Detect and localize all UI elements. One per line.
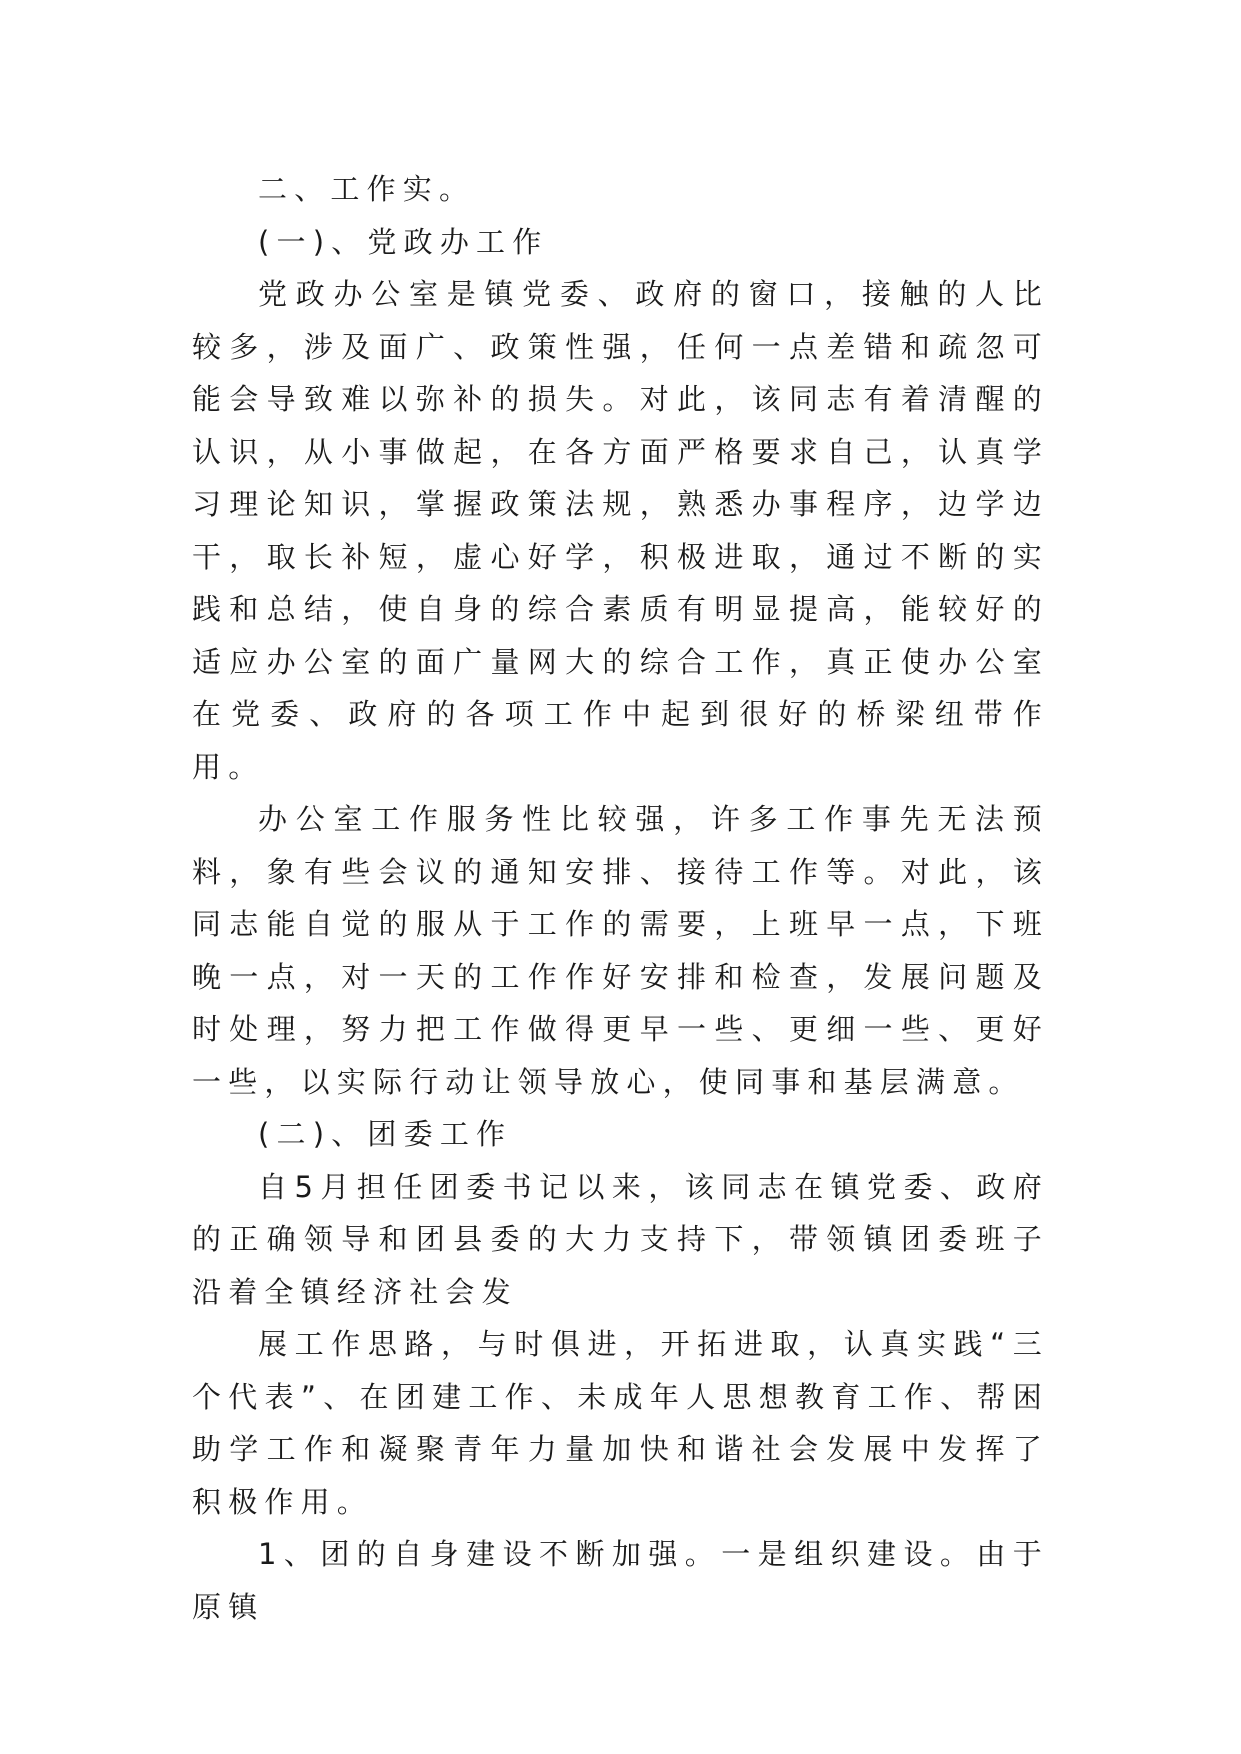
body-paragraph: 展工作思路，与时俱进，开拓进取，认真实践“三个代表”、在团建工作、未成年人思想教育工作、帮困助学工作和凝聚青年力量加快和谐社会发展中发挥了积极作用。	[192, 1327, 1049, 1519]
body-paragraph: 办公室工作服务性比较强，许多工作事先无法预料，象有些会议的通知安排、接待工作等。对此，该同志能自觉的服从于工作的需要，上班早一点，下班晚一点，对一天的工作作好安排和检查，发展问题及时处理，努力把工作做得更早一些、更细一些、更好一些，以实际行动让领导放心，使同事和基层满意。	[192, 802, 1049, 1099]
subsection-heading: (一)、党政办工作	[258, 224, 549, 259]
subsection-heading: (二)、团委工作	[258, 1117, 513, 1151]
body-paragraph: 1、团的自身建设不断加强。一是组织建设。由于原镇	[192, 1537, 1049, 1624]
body-paragraph: 自5月担任团委书记以来，该同志在镇党委、政府的正确领导和团县委的大力支持下，带领镇团委班子沿着全镇经济社会发	[192, 1169, 1049, 1309]
body-paragraph: 党政办公室是镇党委、政府的窗口，接触的人比较多，涉及面广、政策性强，任何一点差错和疏忽可能会导致难以弥补的损失。对此，该同志有着清醒的认识，从小事做起，在各方面严格要求自己，认真学习理论知识，掌握政策法规，熟悉办事程序，边学边干，取长补短，虚心好学，积极进取，通过不断的实践和总结，使自身的综合素质有明显提高，能较好的适应办公室的面广量网大的综合工作，真正使办公室在党委、政府的各项工作中起到很好的桥梁纽带作用。	[192, 277, 1049, 784]
section-heading: 二、工作实。	[258, 172, 476, 206]
document-body	[192, 163, 1049, 1633]
